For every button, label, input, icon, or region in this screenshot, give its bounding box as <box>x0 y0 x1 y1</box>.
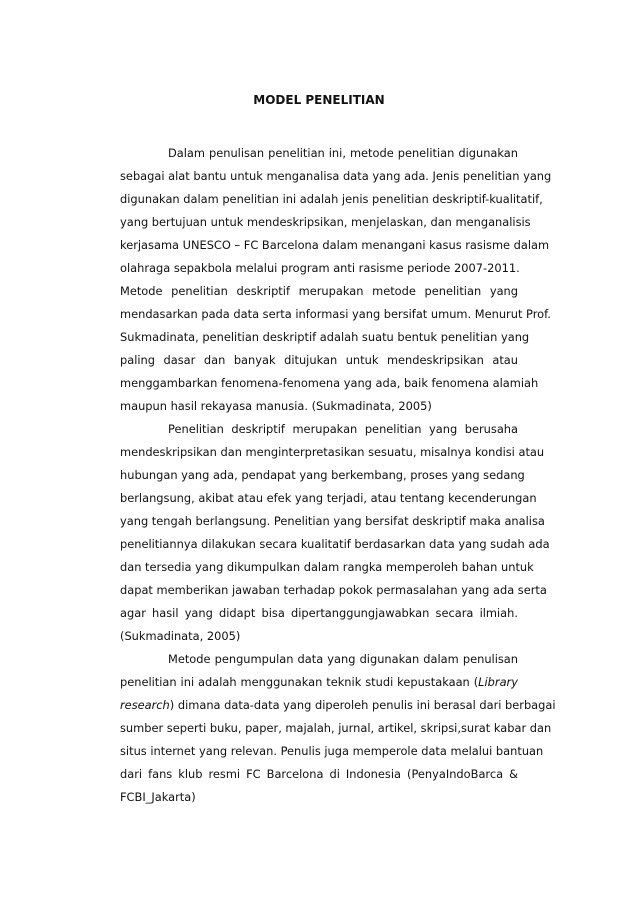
text-line: mendeskripsikan dan menginterpretasikan sesuatu, misalnya kondisi atau <box>120 445 545 459</box>
text-line: situs internet yang relevan. Penulis juga memperole data melalui bantuan <box>120 744 544 758</box>
text-line: agar hasil yang didapt bisa dipertanggungjawabkan secara ilmiah. <box>120 606 518 620</box>
italic-term: Library <box>478 675 518 689</box>
text-line: dapat memberikan jawaban terhadap pokok permasalahan yang ada serta <box>120 583 547 597</box>
text-line: FCBI_Jakarta) <box>120 790 196 804</box>
text-line: (Sukmadinata, 2005) <box>120 629 241 643</box>
text-line: yang bertujuan untuk mendeskripsikan, menjelaskan, dan menganalisis <box>120 215 531 229</box>
text-line: Metode penelitian deskriptif merupakan metode penelitian yang <box>120 284 518 298</box>
text-line: kerjasama UNESCO – FC Barcelona dalam menangani kasus rasisme dalam <box>120 238 550 252</box>
text-line: maupun hasil rekayasa manusia. (Sukmadinata, 2005) <box>120 399 432 413</box>
italic-term: research <box>120 698 170 712</box>
text-line: Sukmadinata, penelitian deskriptif adalah suatu bentuk penelitian yang <box>120 330 530 344</box>
text-line: Penelitian deskriptif merupakan penelitian yang berusaha <box>168 422 518 436</box>
paragraph-2 <box>120 418 550 648</box>
text-line: Metode pengumpulan data yang digunakan dalam penulisan <box>168 652 518 666</box>
page-title: MODEL PENELITIAN <box>253 93 385 107</box>
text-line: dan tersedia yang dikumpulkan dalam rangka memperoleh bahan untuk <box>120 560 534 574</box>
text-line: sebagai alat bantu untuk menganalisa data yang ada. Jenis penelitian yang <box>120 169 552 183</box>
paragraph-3 <box>120 648 556 809</box>
text-line <box>120 694 556 717</box>
text-line: dari fans klub resmi FC Barcelona di Indonesia (PenyaIndoBarca & <box>120 767 518 781</box>
text-line: yang tengah berlangsung. Penelitian yang bersifat deskriptif maka analisa <box>120 514 545 528</box>
text-line: paling dasar dan banyak ditujukan untuk mendeskripsikan atau <box>120 353 518 367</box>
text-line: berlangsung, akibat atau efek yang terjadi, atau tentang kecenderungan <box>120 491 537 505</box>
text-line: penelitiannya dilakukan secara kualitatif berdasarkan data yang sudah ada <box>120 537 550 551</box>
body-text <box>120 142 556 809</box>
text-line: olahraga sepakbola melalui program anti rasisme periode 2007-2011. <box>120 261 520 275</box>
text-line: sumber seperti buku, paper, majalah, jurnal, artikel, skripsi,surat kabar dan <box>120 721 552 735</box>
text-line: mendasarkan pada data serta informasi yang bersifat umum. Menurut Prof. <box>120 307 551 321</box>
text-segment: penelitian ini adalah menggunakan teknik studi kepustakaan ( <box>120 675 479 689</box>
text-line: Dalam penulisan penelitian ini, metode penelitian digunakan <box>168 146 518 160</box>
text-line: digunakan dalam penelitian ini adalah jenis penelitian deskriptif-kualitatif, <box>120 192 543 206</box>
text-line <box>120 671 518 694</box>
paragraph-1 <box>120 142 552 418</box>
text-segment: ) dimana data-data yang diperoleh penulis ini berasal dari berbagai <box>169 698 556 712</box>
text-line: menggambarkan fenomena-fenomena yang ada, baik fenomena alamiah <box>120 376 539 390</box>
text-line: hubungan yang ada, pendapat yang berkembang, proses yang sedang <box>120 468 525 482</box>
